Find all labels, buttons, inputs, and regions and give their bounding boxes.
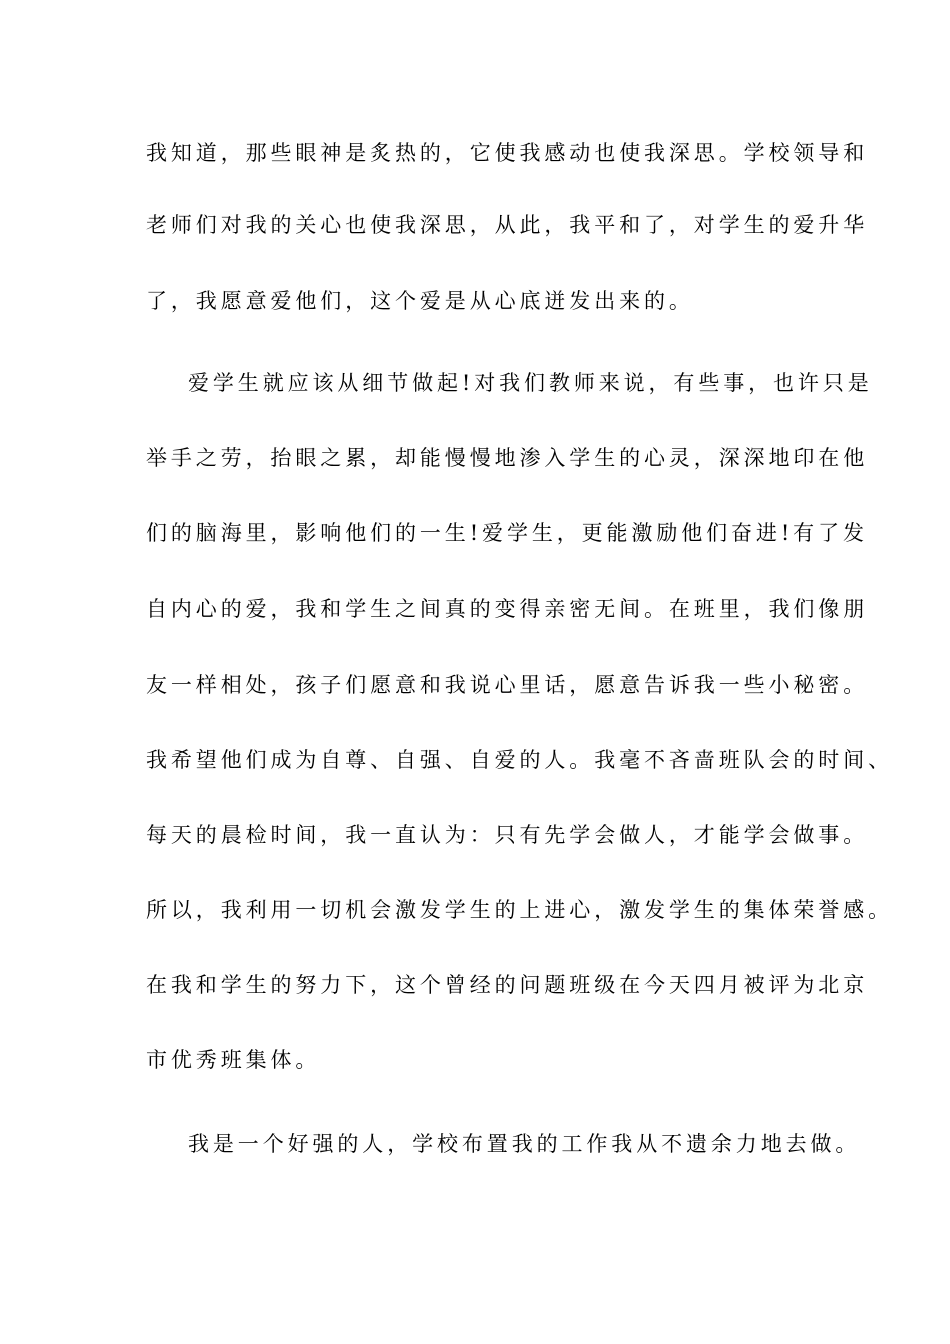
text-line: 们的脑海里，影响他们的一生!爱学生，更能激励他们奋进!有了发 — [146, 521, 868, 545]
text-line: 了，我愿意爱他们，这个爱是从心底迸发出来的。 — [146, 289, 694, 313]
text-line: 老师们对我的关心也使我深思，从此，我平和了，对学生的爱升华 — [146, 213, 869, 237]
text-line: 所以，我利用一切机会激发学生的上进心，激发学生的集体荣誉感。 — [146, 898, 893, 922]
paragraph-start-line: 爱学生就应该从细节做起!对我们教师来说，有些事，也许只是 — [188, 371, 873, 395]
text-line: 自内心的爱，我和学生之间真的变得亲密无间。在班里，我们像朋 — [146, 597, 869, 621]
text-line: 在我和学生的努力下，这个曾经的问题班级在今天四月被评为北京 — [146, 973, 869, 997]
text-line: 友一样相处，孩子们愿意和我说心里话，愿意告诉我一些小秘密。 — [146, 673, 869, 697]
text-line: 我希望他们成为自尊、自强、自爱的人。我毫不吝啬班队会的时间、 — [146, 748, 893, 772]
text-line: 每天的晨检时间，我一直认为：只有先学会做人，才能学会做事。 — [146, 823, 869, 847]
paragraph-start-line: 我是一个好强的人，学校布置我的工作我从不遗余力地去做。 — [188, 1132, 861, 1156]
text-line: 市优秀班集体。 — [146, 1048, 321, 1072]
text-line: 我知道，那些眼神是炙热的，它使我感动也使我深思。学校领导和 — [146, 141, 869, 165]
text-line: 举手之劳，抬眼之累，却能慢慢地渗入学生的心灵，深深地印在他 — [146, 446, 869, 470]
